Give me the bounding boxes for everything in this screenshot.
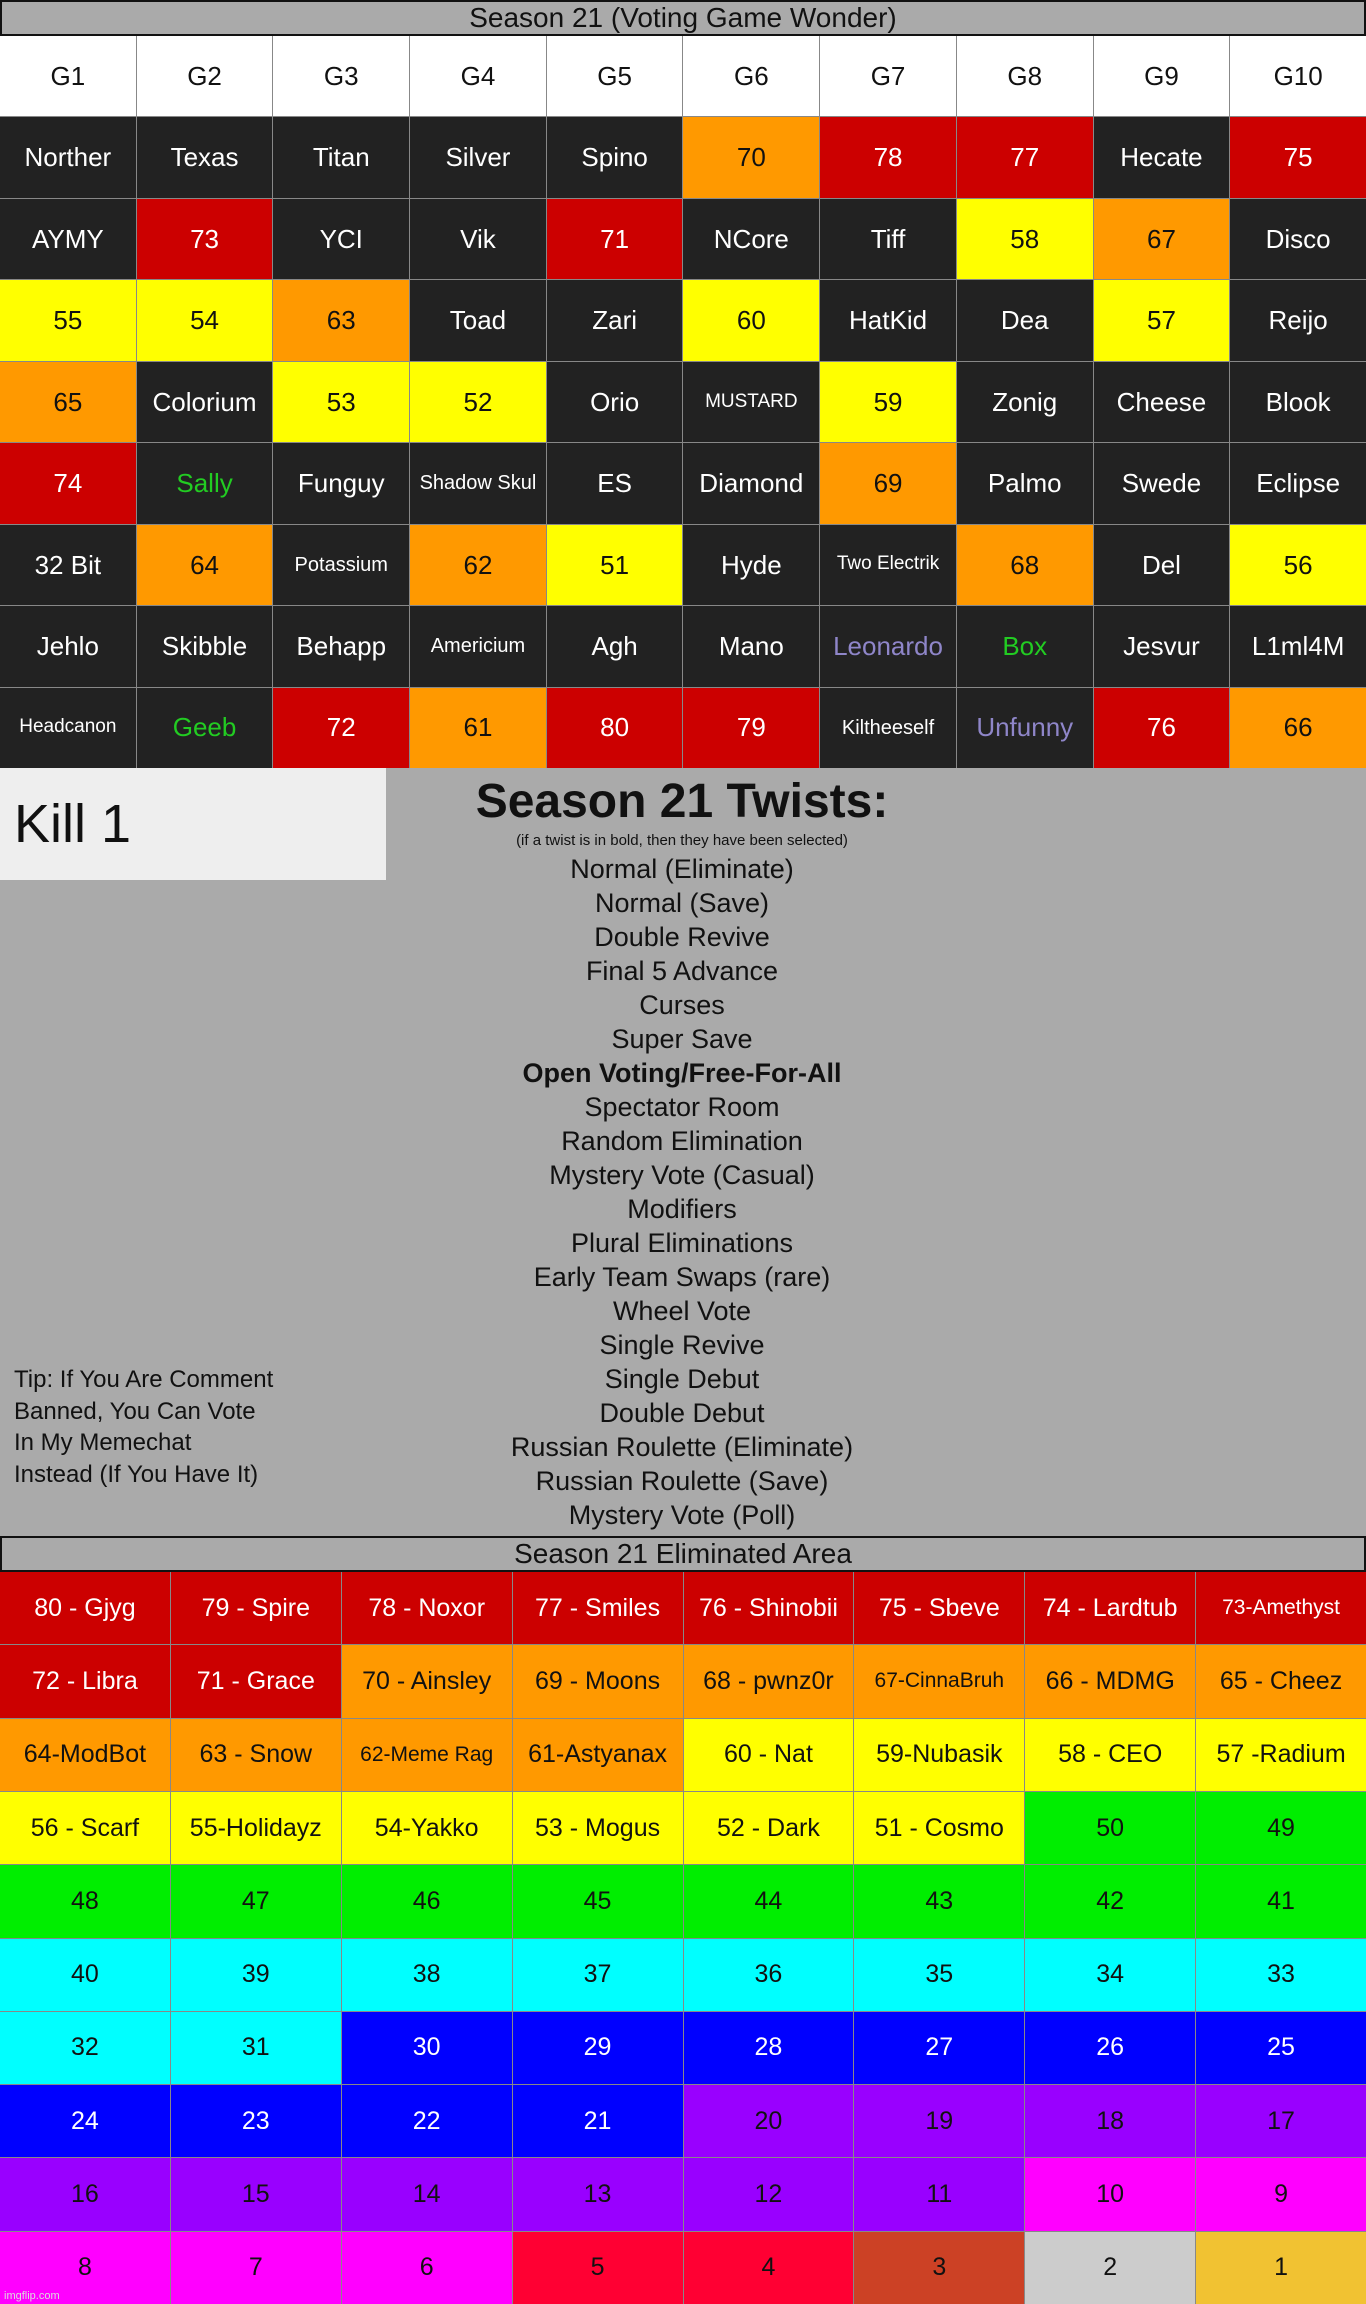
twist-item: Russian Roulette (Save) [535,1466,829,1496]
contestant-cell: MUSTARD [683,362,819,442]
eliminated-cell: 55-Holidayz [171,1792,341,1864]
group-grid [0,36,1366,768]
eliminated-cell: 56 - Scarf [0,1792,170,1864]
group-header: G6 [683,36,819,116]
eliminated-cell: 12 [684,2158,854,2230]
twist-item: Wheel Vote [612,1296,752,1326]
contestant-cell: Del [1094,525,1230,605]
eliminated-cell: 33 [1196,1939,1366,2011]
twists-title: Season 21 Twists: [475,775,889,828]
eliminated-cell: 63 - Snow [171,1719,341,1791]
tip-text: Tip: If You Are Comment Banned, You Can Vote In My Memechat Instead (If You Have It) [14,1366,274,1488]
eliminated-cell: 80 - Gjyg [0,1572,170,1644]
eliminated-cell: 9 [1196,2158,1366,2230]
contestant-cell: Americium [410,606,546,686]
eliminated-cell: 58 - CEO [1025,1719,1195,1791]
eliminated-cell: 13 [513,2158,683,2230]
contestant-cell: Geeb [137,688,273,768]
eliminated-cell: 16 [0,2158,170,2230]
twist-item: Modifiers [627,1194,737,1224]
group-header: G1 [0,36,136,116]
eliminated-cell: 47 [171,1865,341,1937]
eliminated-cell: 79 - Spire [171,1572,341,1644]
eliminated-cell: 4 [684,2232,854,2304]
eliminated-cell: 19 [854,2085,1024,2157]
eliminated-cell: 52 - Dark [684,1792,854,1864]
contestant-cell: 74 [0,443,136,523]
eliminated-cell: 54-Yakko [342,1792,512,1864]
contestant-cell: 73 [137,199,273,279]
contestant-cell: Unfunny [957,688,1093,768]
contestant-cell: 65 [0,362,136,442]
eliminated-cell: 39 [171,1939,341,2011]
eliminated-cell: 53 - Mogus [513,1792,683,1864]
eliminated-cell: 8 [0,2232,170,2304]
contestant-cell: Colorium [137,362,273,442]
eliminated-cell: 48 [0,1865,170,1937]
eliminated-cell: 43 [854,1865,1024,1937]
contestant-cell: Potassium [273,525,409,605]
contestant-cell: Jehlo [0,606,136,686]
contestant-cell: Disco [1230,199,1366,279]
contestant-cell: Dea [957,280,1093,360]
contestant-cell: Toad [410,280,546,360]
season-title: Season 21 (Voting Game Wonder) [0,0,1366,36]
eliminated-cell: 21 [513,2085,683,2157]
eliminated-cell: 24 [0,2085,170,2157]
eliminated-cell: 17 [1196,2085,1366,2157]
eliminated-cell: 73-Amethyst [1196,1572,1366,1644]
contestant-cell: Eclipse [1230,443,1366,523]
contestant-cell: 59 [820,362,956,442]
contestant-cell: 75 [1230,117,1366,197]
twist-item: Final 5 Advance [585,956,779,986]
contestant-cell: 66 [1230,688,1366,768]
contestant-cell: 69 [820,443,956,523]
twists-panel [382,772,982,1532]
eliminated-cell: 37 [513,1939,683,2011]
group-header: G4 [410,36,546,116]
group-header: G3 [273,36,409,116]
contestant-cell: 64 [137,525,273,605]
twist-item: Double Debut [599,1398,765,1428]
eliminated-cell: 49 [1196,1792,1366,1864]
eliminated-cell: 20 [684,2085,854,2157]
contestant-cell: Palmo [957,443,1093,523]
twist-item: Single Revive [599,1330,765,1360]
group-header: G2 [137,36,273,116]
eliminated-cell: 2 [1025,2232,1195,2304]
contestant-cell: 32 Bit [0,525,136,605]
eliminated-cell: 77 - Smiles [513,1572,683,1644]
eliminated-cell: 78 - Noxor [342,1572,512,1644]
eliminated-cell: 1 [1196,2232,1366,2304]
eliminated-cell: 23 [171,2085,341,2157]
group-header: G7 [820,36,956,116]
contestant-cell: 53 [273,362,409,442]
contestant-cell: Mano [683,606,819,686]
group-header: G9 [1094,36,1230,116]
eliminated-cell: 70 - Ainsley [342,1645,512,1717]
eliminated-cell: 71 - Grace [171,1645,341,1717]
contestant-cell: Titan [273,117,409,197]
eliminated-grid [0,1572,1366,2304]
eliminated-cell: 5 [513,2232,683,2304]
eliminated-cell: 69 - Moons [513,1645,683,1717]
contestant-cell: L1ml4M [1230,606,1366,686]
contestant-cell: Spino [547,117,683,197]
contestant-cell: 63 [273,280,409,360]
eliminated-cell: 66 - MDMG [1025,1645,1195,1717]
contestant-cell: 54 [137,280,273,360]
contestant-cell: Sally [137,443,273,523]
contestant-cell: Zonig [957,362,1093,442]
eliminated-cell: 40 [0,1939,170,2011]
eliminated-cell: 34 [1025,1939,1195,2011]
contestant-cell: Reijo [1230,280,1366,360]
eliminated-cell: 38 [342,1939,512,2011]
contestant-cell: Silver [410,117,546,197]
contestant-cell: Jesvur [1094,606,1230,686]
eliminated-cell: 44 [684,1865,854,1937]
twist-item: Open Voting/Free-For-All [522,1058,842,1088]
contestant-cell: 62 [410,525,546,605]
eliminated-cell: 27 [854,2012,1024,2084]
contestant-cell: 78 [820,117,956,197]
eliminated-cell: 7 [171,2232,341,2304]
eliminated-cell: 59-Nubasik [854,1719,1024,1791]
eliminated-cell: 41 [1196,1865,1366,1937]
group-header: G10 [1230,36,1366,116]
contestant-cell: Leonardo [820,606,956,686]
contestant-cell: Hecate [1094,117,1230,197]
twist-item: Double Revive [594,922,770,952]
eliminated-cell: 64-ModBot [0,1719,170,1791]
eliminated-cell: 67-CinnaBruh [854,1645,1024,1717]
contestant-cell: AYMY [0,199,136,279]
contestant-cell: ES [547,443,683,523]
twist-item: Single Debut [604,1364,760,1394]
twist-item: Normal (Save) [594,888,770,918]
group-header: G8 [957,36,1093,116]
eliminated-cell: 65 - Cheez [1196,1645,1366,1717]
contestant-cell: 80 [547,688,683,768]
contestant-cell: NCore [683,199,819,279]
contestant-cell: Blook [1230,362,1366,442]
contestant-cell: 61 [410,688,546,768]
eliminated-cell: 14 [342,2158,512,2230]
group-header: G5 [547,36,683,116]
contestant-cell: 67 [1094,199,1230,279]
eliminated-cell: 31 [171,2012,341,2084]
eliminated-cell: 3 [854,2232,1024,2304]
eliminated-cell: 26 [1025,2012,1195,2084]
twist-item: Super Save [611,1024,753,1054]
eliminated-cell: 42 [1025,1865,1195,1937]
eliminated-cell: 72 - Libra [0,1645,170,1717]
watermark: imgflip.com [4,2290,60,2302]
contestant-cell: 68 [957,525,1093,605]
twists-note: (if a twist is in bold, then they have been selected) [516,832,848,849]
contestant-cell: Headcanon [0,688,136,768]
contestant-cell: Tiff [820,199,956,279]
contestant-cell: Kiltheeself [820,688,956,768]
eliminated-cell: 68 - pwnz0r [684,1645,854,1717]
contestant-cell: Texas [137,117,273,197]
contestant-cell: Two Electrik [820,525,956,605]
eliminated-cell: 60 - Nat [684,1719,854,1791]
contestant-cell: 52 [410,362,546,442]
eliminated-cell: 76 - Shinobii [684,1572,854,1644]
contestant-cell: Diamond [683,443,819,523]
contestant-cell: 60 [683,280,819,360]
twist-item: Random Elimination [561,1126,803,1156]
eliminated-cell: 57 -Radium [1196,1719,1366,1791]
contestant-cell: 56 [1230,525,1366,605]
contestant-cell: 58 [957,199,1093,279]
eliminated-cell: 61-Astyanax [513,1719,683,1791]
contestant-cell: Zari [547,280,683,360]
twist-item: Curses [639,990,725,1020]
contestant-cell: Behapp [273,606,409,686]
contestant-cell: 70 [683,117,819,197]
contestant-cell: Funguy [273,443,409,523]
eliminated-cell: 36 [684,1939,854,2011]
contestant-cell: HatKid [820,280,956,360]
eliminated-cell: 46 [342,1865,512,1937]
twists-list [382,852,982,1532]
eliminated-cell: 32 [0,2012,170,2084]
eliminated-cell: 74 - Lardtub [1025,1572,1195,1644]
eliminated-cell: 28 [684,2012,854,2084]
contestant-cell: 71 [547,199,683,279]
twist-item: Spectator Room [584,1092,780,1122]
kill-label: Kill 1 [0,768,386,880]
contestant-cell: 72 [273,688,409,768]
eliminated-cell: 45 [513,1865,683,1937]
eliminated-cell: 75 - Sbeve [854,1572,1024,1644]
eliminated-cell: 35 [854,1939,1024,2011]
contestant-cell: 57 [1094,280,1230,360]
contestant-cell: Skibble [137,606,273,686]
twist-item: Plural Eliminations [570,1228,794,1258]
contestant-cell: Shadow Skul [410,443,546,523]
twist-item: Early Team Swaps (rare) [533,1262,831,1292]
eliminated-cell: 10 [1025,2158,1195,2230]
contestant-cell: Swede [1094,443,1230,523]
contestant-cell: 79 [683,688,819,768]
contestant-cell: Vik [410,199,546,279]
eliminated-cell: 50 [1025,1792,1195,1864]
eliminated-cell: 62-Meme Rag [342,1719,512,1791]
eliminated-cell: 29 [513,2012,683,2084]
eliminated-cell: 18 [1025,2085,1195,2157]
contestant-cell: 51 [547,525,683,605]
contestant-cell: Hyde [683,525,819,605]
eliminated-title: Season 21 Eliminated Area [0,1536,1366,1572]
twist-item: Russian Roulette (Eliminate) [510,1432,854,1462]
contestant-cell: Box [957,606,1093,686]
twist-item: Mystery Vote (Casual) [549,1160,815,1190]
contestant-cell: 76 [1094,688,1230,768]
eliminated-cell: 25 [1196,2012,1366,2084]
twist-item: Mystery Vote (Poll) [568,1500,796,1530]
contestant-cell: Agh [547,606,683,686]
twist-item: Normal (Eliminate) [570,854,794,884]
eliminated-cell: 30 [342,2012,512,2084]
eliminated-cell: 51 - Cosmo [854,1792,1024,1864]
eliminated-cell: 22 [342,2085,512,2157]
eliminated-cell: 15 [171,2158,341,2230]
contestant-cell: YCI [273,199,409,279]
contestant-cell: Norther [0,117,136,197]
contestant-cell: Orio [547,362,683,442]
eliminated-cell: 11 [854,2158,1024,2230]
contestant-cell: Cheese [1094,362,1230,442]
contestant-cell: 55 [0,280,136,360]
contestant-cell: 77 [957,117,1093,197]
eliminated-cell: 6 [342,2232,512,2304]
